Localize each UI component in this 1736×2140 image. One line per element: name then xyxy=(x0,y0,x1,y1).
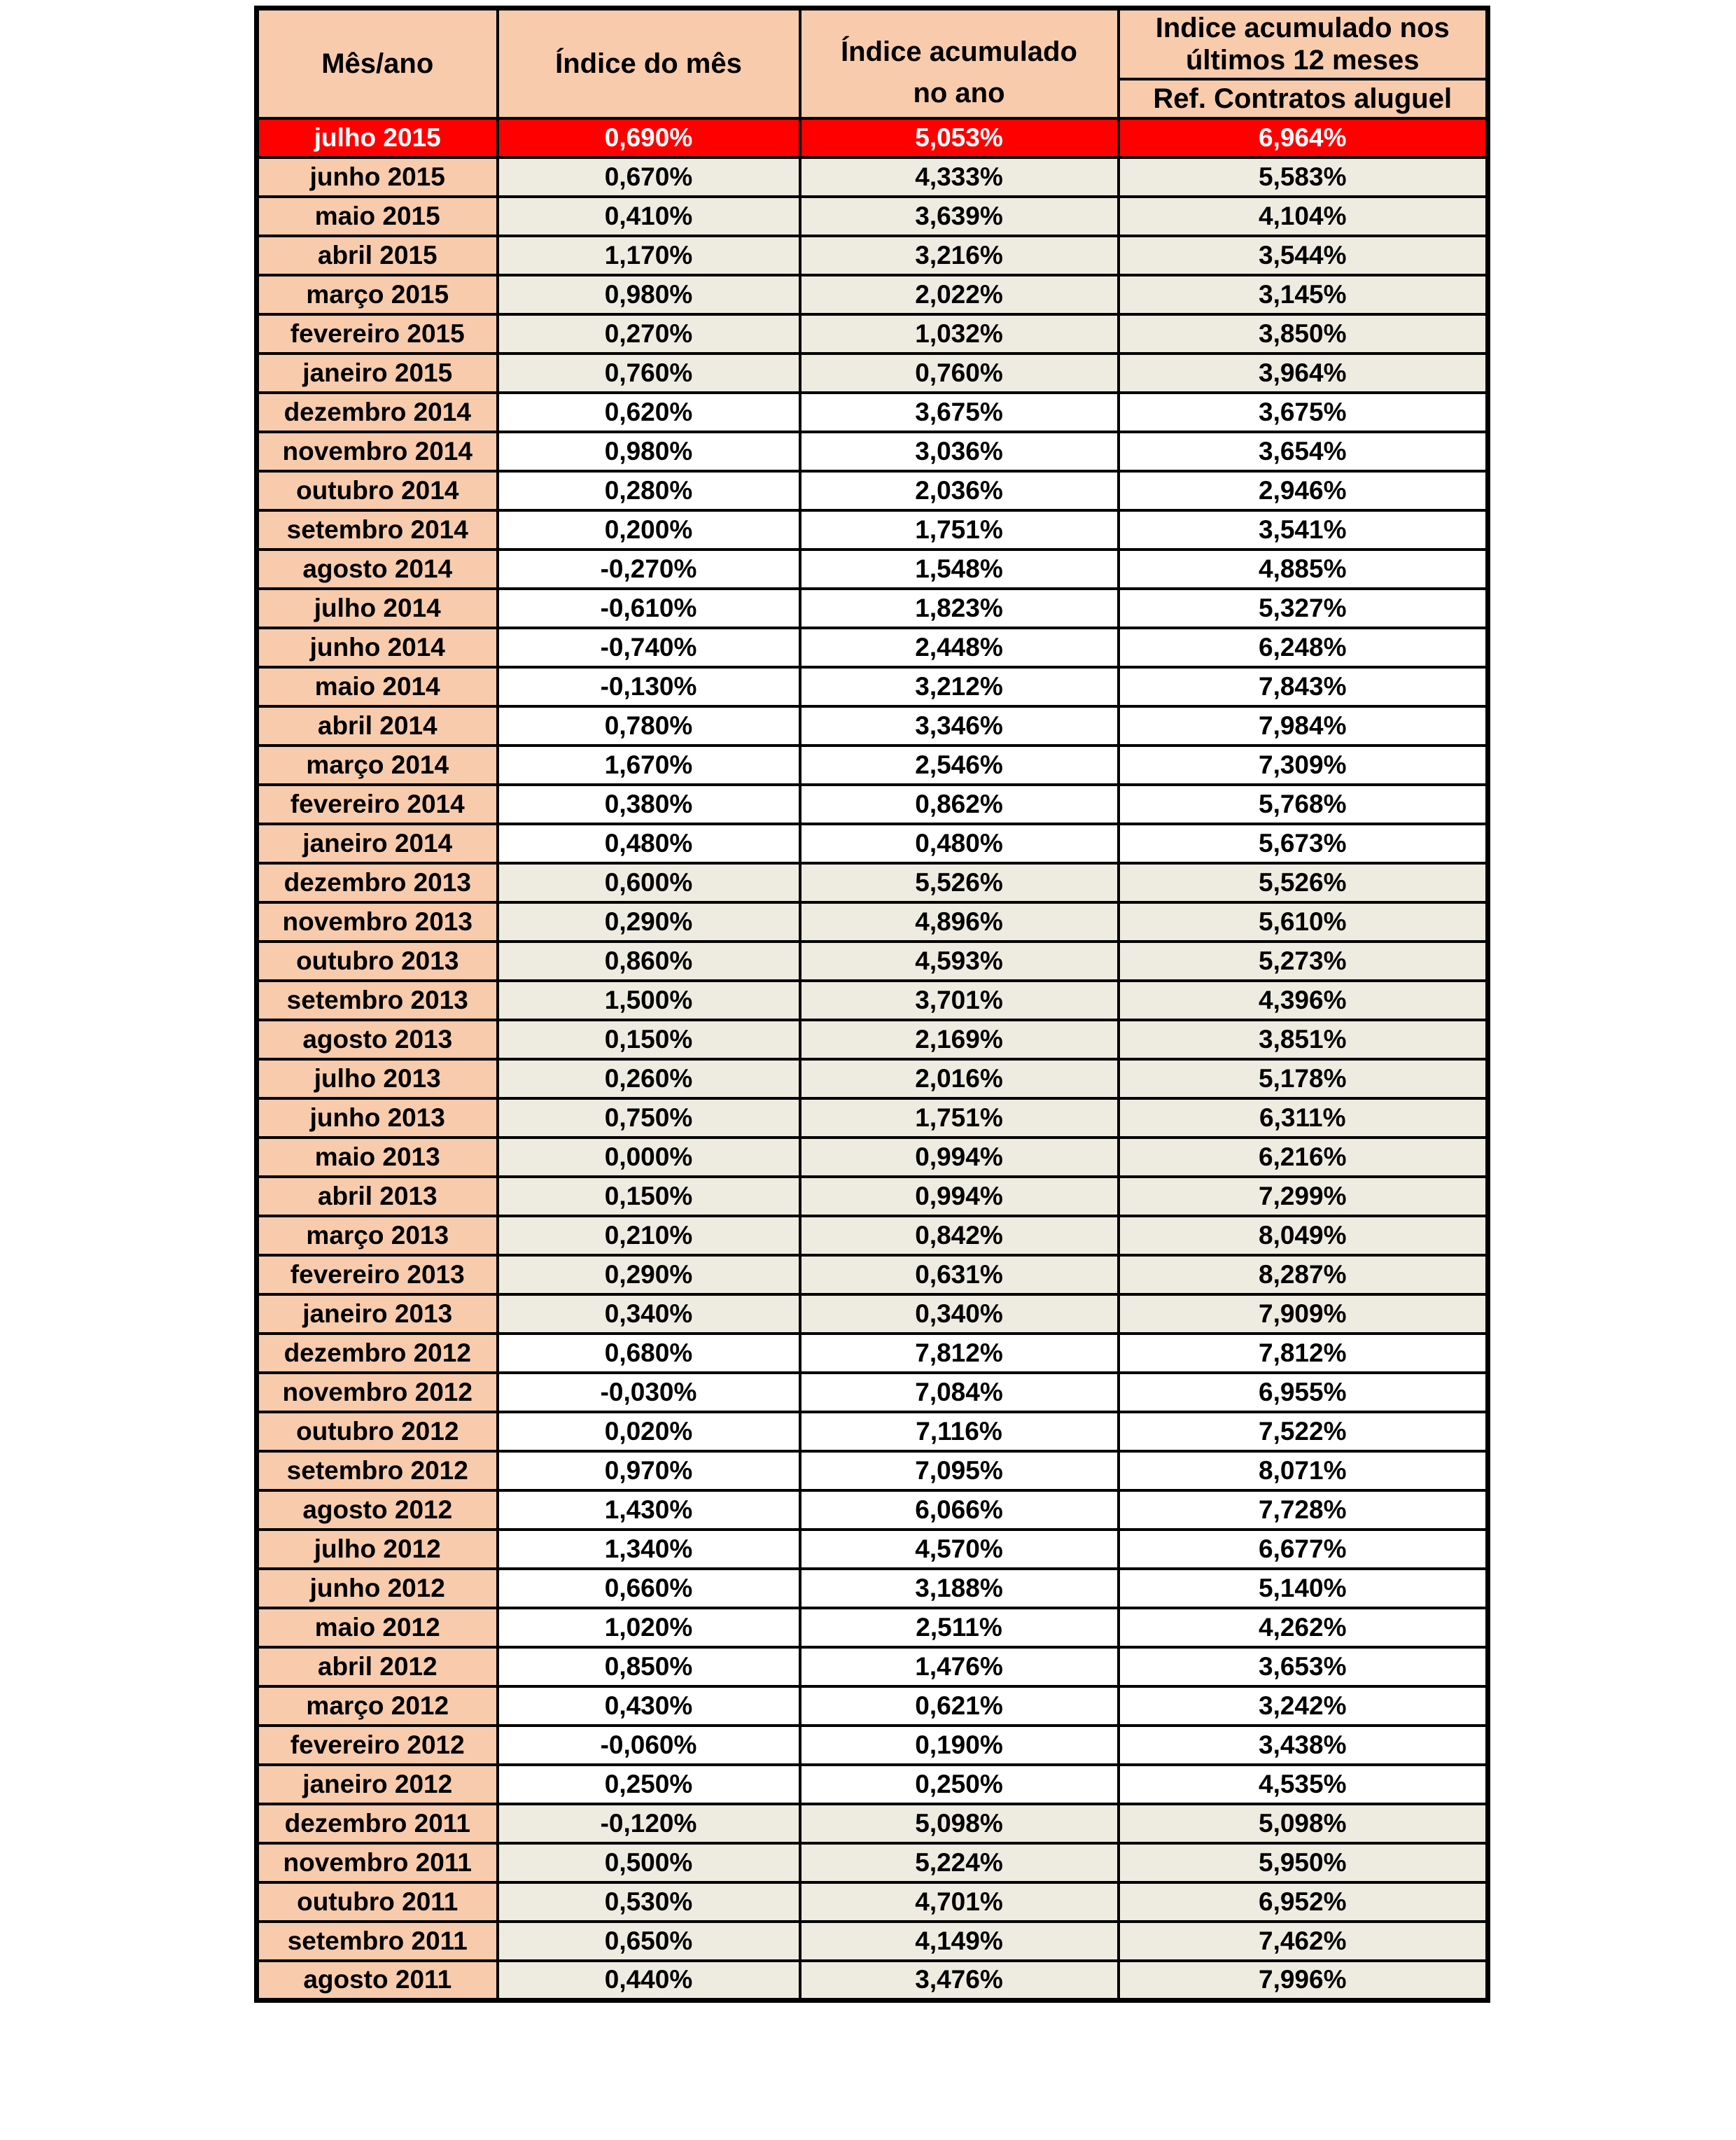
table-row xyxy=(257,1726,1488,1765)
ytd-index-cell: 3,476% xyxy=(800,1961,1119,2000)
monthly-index-cell: 0,620% xyxy=(498,393,800,432)
month-cell: agosto 2012 xyxy=(257,1490,498,1530)
month-cell: julho 2012 xyxy=(257,1530,498,1569)
month-cell: setembro 2013 xyxy=(257,981,498,1020)
month-cell: março 2013 xyxy=(257,1216,498,1255)
ytd-index-cell: 3,216% xyxy=(800,236,1119,275)
ytd-index-cell: 1,751% xyxy=(800,510,1119,550)
table-row xyxy=(257,589,1488,628)
month-cell: julho 2014 xyxy=(257,589,498,628)
last12-index-cell: 3,850% xyxy=(1119,314,1488,354)
monthly-index-cell: -0,060% xyxy=(498,1726,800,1765)
month-cell: março 2015 xyxy=(257,275,498,314)
ytd-index-cell: 3,701% xyxy=(800,981,1119,1020)
last12-index-cell: 3,541% xyxy=(1119,510,1488,550)
month-cell: setembro 2014 xyxy=(257,510,498,550)
last12-index-cell: 3,675% xyxy=(1119,393,1488,432)
month-cell: outubro 2013 xyxy=(257,942,498,981)
month-cell: novembro 2013 xyxy=(257,902,498,942)
ytd-index-cell: 0,994% xyxy=(800,1177,1119,1216)
last12-index-cell: 3,145% xyxy=(1119,275,1488,314)
header-ytd-line1: Índice acumulado xyxy=(841,36,1077,67)
monthly-index-cell: 1,500% xyxy=(498,981,800,1020)
table-row xyxy=(257,432,1488,471)
ytd-index-cell: 2,169% xyxy=(800,1020,1119,1059)
last12-index-cell: 6,248% xyxy=(1119,628,1488,667)
table-row xyxy=(257,197,1488,236)
monthly-index-cell: -0,740% xyxy=(498,628,800,667)
ytd-index-cell: 1,476% xyxy=(800,1647,1119,1686)
month-cell: outubro 2012 xyxy=(257,1412,498,1451)
ytd-index-cell: 7,084% xyxy=(800,1373,1119,1412)
monthly-index-cell: 0,970% xyxy=(498,1451,800,1490)
monthly-index-cell: 0,340% xyxy=(498,1294,800,1334)
last12-index-cell: 5,673% xyxy=(1119,824,1488,863)
last12-index-cell: 7,812% xyxy=(1119,1334,1488,1373)
table-row xyxy=(257,863,1488,902)
monthly-index-cell: 0,000% xyxy=(498,1138,800,1177)
table-row xyxy=(257,1451,1488,1490)
table-row xyxy=(257,1882,1488,1922)
monthly-index-cell: -0,120% xyxy=(498,1804,800,1843)
last12-index-cell: 4,535% xyxy=(1119,1765,1488,1804)
last12-index-cell: 8,049% xyxy=(1119,1216,1488,1255)
ytd-index-cell: 3,346% xyxy=(800,706,1119,746)
header-indice-do-mes: Índice do mês xyxy=(498,8,800,119)
month-cell: dezembro 2013 xyxy=(257,863,498,902)
month-cell: julho 2015 xyxy=(257,118,498,158)
monthly-index-cell: 0,850% xyxy=(498,1647,800,1686)
monthly-index-cell: 0,980% xyxy=(498,432,800,471)
month-cell: abril 2015 xyxy=(257,236,498,275)
monthly-index-cell: -0,610% xyxy=(498,589,800,628)
monthly-index-cell: 0,480% xyxy=(498,824,800,863)
ytd-index-cell: 2,022% xyxy=(800,275,1119,314)
table-row xyxy=(257,706,1488,746)
month-cell: agosto 2011 xyxy=(257,1961,498,2000)
ytd-index-cell: 1,823% xyxy=(800,589,1119,628)
last12-index-cell: 7,299% xyxy=(1119,1177,1488,1216)
last12-index-cell: 2,946% xyxy=(1119,471,1488,510)
last12-index-cell: 4,885% xyxy=(1119,550,1488,589)
table-row xyxy=(257,550,1488,589)
table-row xyxy=(257,1843,1488,1882)
header-indice-acumulado-no-ano xyxy=(800,8,1119,119)
last12-index-cell: 8,287% xyxy=(1119,1255,1488,1294)
table-row xyxy=(257,1020,1488,1059)
table-row xyxy=(257,1255,1488,1294)
table-row xyxy=(257,314,1488,354)
last12-index-cell: 5,583% xyxy=(1119,158,1488,197)
ytd-index-cell: 0,480% xyxy=(800,824,1119,863)
last12-index-cell: 3,653% xyxy=(1119,1647,1488,1686)
ytd-index-cell: 3,212% xyxy=(800,667,1119,706)
table-row xyxy=(257,824,1488,863)
ytd-index-cell: 3,639% xyxy=(800,197,1119,236)
last12-index-cell: 5,178% xyxy=(1119,1059,1488,1098)
table-row xyxy=(257,1294,1488,1334)
table-row xyxy=(257,667,1488,706)
monthly-index-cell: 0,210% xyxy=(498,1216,800,1255)
table-row xyxy=(257,981,1488,1020)
monthly-index-cell: 0,290% xyxy=(498,902,800,942)
monthly-index-cell: 1,020% xyxy=(498,1608,800,1647)
ytd-index-cell: 1,751% xyxy=(800,1098,1119,1138)
month-cell: fevereiro 2015 xyxy=(257,314,498,354)
last12-index-cell: 5,610% xyxy=(1119,902,1488,942)
table-row xyxy=(257,1922,1488,1961)
table-row xyxy=(257,118,1488,158)
monthly-index-cell: 0,500% xyxy=(498,1843,800,1882)
last12-index-cell: 5,768% xyxy=(1119,785,1488,824)
ytd-index-cell: 6,066% xyxy=(800,1490,1119,1530)
monthly-index-cell: 0,670% xyxy=(498,158,800,197)
month-cell: setembro 2011 xyxy=(257,1922,498,1961)
month-cell: janeiro 2013 xyxy=(257,1294,498,1334)
ytd-index-cell: 4,570% xyxy=(800,1530,1119,1569)
monthly-index-cell: -0,130% xyxy=(498,667,800,706)
monthly-index-cell: 0,780% xyxy=(498,706,800,746)
table-row xyxy=(257,1098,1488,1138)
monthly-index-cell: 1,430% xyxy=(498,1490,800,1530)
header-ytd-line2: no ano xyxy=(913,78,1005,109)
ytd-index-cell: 0,631% xyxy=(800,1255,1119,1294)
last12-index-cell: 7,909% xyxy=(1119,1294,1488,1334)
month-cell: junho 2014 xyxy=(257,628,498,667)
monthly-index-cell: 0,690% xyxy=(498,118,800,158)
ytd-index-cell: 5,224% xyxy=(800,1843,1119,1882)
monthly-index-cell: 0,280% xyxy=(498,471,800,510)
monthly-index-cell: 0,290% xyxy=(498,1255,800,1294)
month-cell: março 2014 xyxy=(257,746,498,785)
ytd-index-cell: 0,340% xyxy=(800,1294,1119,1334)
last12-index-cell: 7,309% xyxy=(1119,746,1488,785)
last12-index-cell: 3,654% xyxy=(1119,432,1488,471)
ytd-index-cell: 0,842% xyxy=(800,1216,1119,1255)
table-row xyxy=(257,393,1488,432)
month-cell: janeiro 2012 xyxy=(257,1765,498,1804)
monthly-index-cell: 0,750% xyxy=(498,1098,800,1138)
ytd-index-cell: 0,621% xyxy=(800,1686,1119,1726)
month-cell: maio 2014 xyxy=(257,667,498,706)
last12-index-cell: 5,526% xyxy=(1119,863,1488,902)
last12-index-cell: 6,311% xyxy=(1119,1098,1488,1138)
month-cell: novembro 2012 xyxy=(257,1373,498,1412)
table-row xyxy=(257,1373,1488,1412)
month-cell: outubro 2011 xyxy=(257,1882,498,1922)
ytd-index-cell: 3,036% xyxy=(800,432,1119,471)
month-cell: janeiro 2015 xyxy=(257,354,498,393)
month-cell: maio 2012 xyxy=(257,1608,498,1647)
last12-index-cell: 7,462% xyxy=(1119,1922,1488,1961)
ytd-index-cell: 2,511% xyxy=(800,1608,1119,1647)
last12-index-cell: 7,522% xyxy=(1119,1412,1488,1451)
month-cell: fevereiro 2013 xyxy=(257,1255,498,1294)
table-row xyxy=(257,275,1488,314)
header-mes-ano: Mês/ano xyxy=(257,8,498,119)
monthly-index-cell: 0,250% xyxy=(498,1765,800,1804)
header-ref-contratos-aluguel: Ref. Contratos aluguel xyxy=(1119,79,1488,118)
last12-index-cell: 5,098% xyxy=(1119,1804,1488,1843)
last12-index-cell: 6,955% xyxy=(1119,1373,1488,1412)
month-cell: maio 2015 xyxy=(257,197,498,236)
table-row xyxy=(257,471,1488,510)
month-cell: outubro 2014 xyxy=(257,471,498,510)
table-body xyxy=(257,118,1488,2000)
ytd-index-cell: 2,448% xyxy=(800,628,1119,667)
monthly-index-cell: 0,440% xyxy=(498,1961,800,2000)
last12-index-cell: 3,851% xyxy=(1119,1020,1488,1059)
month-cell: janeiro 2014 xyxy=(257,824,498,863)
last12-index-cell: 7,984% xyxy=(1119,706,1488,746)
ytd-index-cell: 2,546% xyxy=(800,746,1119,785)
table-row xyxy=(257,1216,1488,1255)
table-row xyxy=(257,1334,1488,1373)
month-cell: fevereiro 2012 xyxy=(257,1726,498,1765)
monthly-index-cell: 0,680% xyxy=(498,1334,800,1373)
last12-index-cell: 3,242% xyxy=(1119,1686,1488,1726)
monthly-index-cell: 1,670% xyxy=(498,746,800,785)
last12-index-cell: 7,843% xyxy=(1119,667,1488,706)
monthly-index-cell: 0,150% xyxy=(498,1020,800,1059)
table-row xyxy=(257,510,1488,550)
index-table xyxy=(254,6,1490,2003)
ytd-index-cell: 1,548% xyxy=(800,550,1119,589)
month-cell: junho 2015 xyxy=(257,158,498,197)
monthly-index-cell: 1,170% xyxy=(498,236,800,275)
table-row xyxy=(257,1530,1488,1569)
ytd-index-cell: 7,095% xyxy=(800,1451,1119,1490)
ytd-index-cell: 4,896% xyxy=(800,902,1119,942)
month-cell: julho 2013 xyxy=(257,1059,498,1098)
ytd-index-cell: 1,032% xyxy=(800,314,1119,354)
ytd-index-cell: 0,760% xyxy=(800,354,1119,393)
table-row xyxy=(257,1490,1488,1530)
monthly-index-cell: 0,530% xyxy=(498,1882,800,1922)
header-acumulado-12-meses: Indice acumulado nos últimos 12 meses xyxy=(1119,8,1488,80)
month-cell: dezembro 2011 xyxy=(257,1804,498,1843)
last12-index-cell: 6,216% xyxy=(1119,1138,1488,1177)
last12-index-cell: 5,950% xyxy=(1119,1843,1488,1882)
month-cell: junho 2012 xyxy=(257,1569,498,1608)
ytd-index-cell: 7,116% xyxy=(800,1412,1119,1451)
month-cell: abril 2012 xyxy=(257,1647,498,1686)
monthly-index-cell: 0,200% xyxy=(498,510,800,550)
month-cell: novembro 2011 xyxy=(257,1843,498,1882)
last12-index-cell: 8,071% xyxy=(1119,1451,1488,1490)
table-row xyxy=(257,1804,1488,1843)
monthly-index-cell: 0,260% xyxy=(498,1059,800,1098)
ytd-index-cell: 7,812% xyxy=(800,1334,1119,1373)
month-cell: novembro 2014 xyxy=(257,432,498,471)
last12-index-cell: 5,273% xyxy=(1119,942,1488,981)
last12-index-cell: 3,544% xyxy=(1119,236,1488,275)
ytd-index-cell: 2,016% xyxy=(800,1059,1119,1098)
table-row xyxy=(257,628,1488,667)
table-row xyxy=(257,1686,1488,1726)
monthly-index-cell: -0,030% xyxy=(498,1373,800,1412)
month-cell: dezembro 2012 xyxy=(257,1334,498,1373)
monthly-index-cell: 0,020% xyxy=(498,1412,800,1451)
table-row xyxy=(257,746,1488,785)
month-cell: março 2012 xyxy=(257,1686,498,1726)
month-cell: fevereiro 2014 xyxy=(257,785,498,824)
monthly-index-cell: 0,410% xyxy=(498,197,800,236)
ytd-index-cell: 3,188% xyxy=(800,1569,1119,1608)
ytd-index-cell: 4,149% xyxy=(800,1922,1119,1961)
month-cell: agosto 2014 xyxy=(257,550,498,589)
month-cell: junho 2013 xyxy=(257,1098,498,1138)
table-row xyxy=(257,158,1488,197)
table-row xyxy=(257,354,1488,393)
monthly-index-cell: 0,430% xyxy=(498,1686,800,1726)
table-row xyxy=(257,902,1488,942)
month-cell: dezembro 2014 xyxy=(257,393,498,432)
table-row xyxy=(257,1059,1488,1098)
ytd-index-cell: 0,250% xyxy=(800,1765,1119,1804)
monthly-index-cell: 0,600% xyxy=(498,863,800,902)
last12-index-cell: 4,104% xyxy=(1119,197,1488,236)
ytd-index-cell: 0,190% xyxy=(800,1726,1119,1765)
month-cell: maio 2013 xyxy=(257,1138,498,1177)
monthly-index-cell: 0,380% xyxy=(498,785,800,824)
table-row xyxy=(257,1138,1488,1177)
table-row xyxy=(257,1412,1488,1451)
monthly-index-cell: 0,270% xyxy=(498,314,800,354)
ytd-index-cell: 4,701% xyxy=(800,1882,1119,1922)
ytd-index-cell: 4,593% xyxy=(800,942,1119,981)
month-cell: abril 2014 xyxy=(257,706,498,746)
monthly-index-cell: 0,650% xyxy=(498,1922,800,1961)
last12-index-cell: 5,140% xyxy=(1119,1569,1488,1608)
table-row xyxy=(257,236,1488,275)
last12-index-cell: 4,396% xyxy=(1119,981,1488,1020)
last12-index-cell: 3,438% xyxy=(1119,1726,1488,1765)
table-row xyxy=(257,785,1488,824)
monthly-index-cell: -0,270% xyxy=(498,550,800,589)
ytd-index-cell: 5,053% xyxy=(800,118,1119,158)
ytd-index-cell: 5,526% xyxy=(800,863,1119,902)
ytd-index-cell: 5,098% xyxy=(800,1804,1119,1843)
table-row xyxy=(257,1608,1488,1647)
table-header xyxy=(257,8,1488,119)
month-cell: abril 2013 xyxy=(257,1177,498,1216)
table-row xyxy=(257,1177,1488,1216)
last12-index-cell: 5,327% xyxy=(1119,589,1488,628)
monthly-index-cell: 0,150% xyxy=(498,1177,800,1216)
ytd-index-cell: 4,333% xyxy=(800,158,1119,197)
last12-index-cell: 6,964% xyxy=(1119,118,1488,158)
header-row-top xyxy=(257,8,1488,80)
monthly-index-cell: 0,660% xyxy=(498,1569,800,1608)
last12-index-cell: 3,964% xyxy=(1119,354,1488,393)
last12-index-cell: 4,262% xyxy=(1119,1608,1488,1647)
table-row xyxy=(257,1569,1488,1608)
table-row xyxy=(257,1647,1488,1686)
table-row xyxy=(257,1961,1488,2000)
ytd-index-cell: 2,036% xyxy=(800,471,1119,510)
last12-index-cell: 7,996% xyxy=(1119,1961,1488,2000)
monthly-index-cell: 0,860% xyxy=(498,942,800,981)
ytd-index-cell: 0,862% xyxy=(800,785,1119,824)
table-row xyxy=(257,1765,1488,1804)
last12-index-cell: 6,952% xyxy=(1119,1882,1488,1922)
month-cell: setembro 2012 xyxy=(257,1451,498,1490)
monthly-index-cell: 0,980% xyxy=(498,275,800,314)
table-row xyxy=(257,942,1488,981)
month-cell: agosto 2013 xyxy=(257,1020,498,1059)
monthly-index-cell: 0,760% xyxy=(498,354,800,393)
last12-index-cell: 7,728% xyxy=(1119,1490,1488,1530)
last12-index-cell: 6,677% xyxy=(1119,1530,1488,1569)
ytd-index-cell: 3,675% xyxy=(800,393,1119,432)
monthly-index-cell: 1,340% xyxy=(498,1530,800,1569)
ytd-index-cell: 0,994% xyxy=(800,1138,1119,1177)
